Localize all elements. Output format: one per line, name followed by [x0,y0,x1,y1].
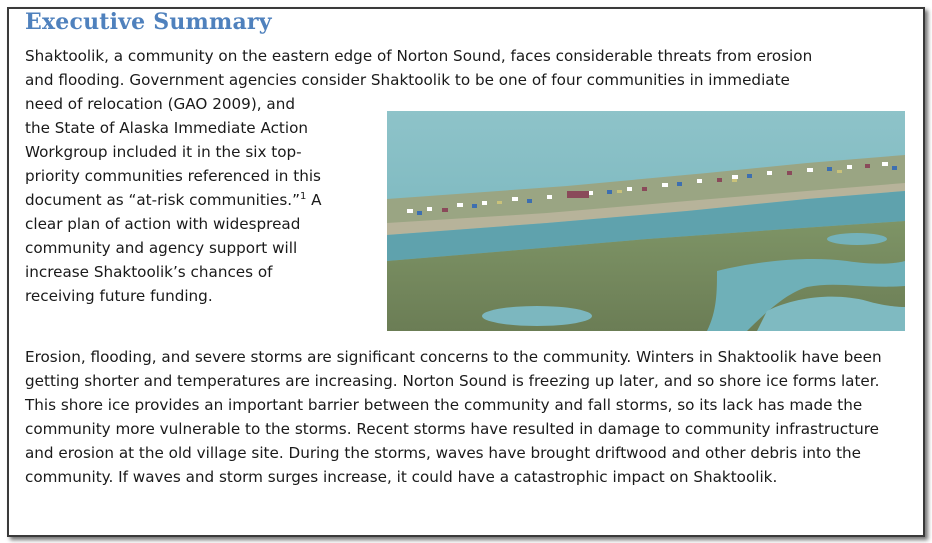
wrap-line: community and agency support will [25,239,298,257]
intro-paragraph [25,44,905,92]
wrap-line: Workgroup included it in the six top- [25,143,302,161]
intro-line-2: and flooding. Government agencies consider Shaktoolik to be one of four communities in immediate [25,71,790,89]
wrap-line-trail: A [306,191,322,209]
aerial-photo-shaktoolik [387,111,905,331]
wrap-line: priority communities referenced in this [25,167,321,185]
wrap-line: increase Shaktoolik’s chances of [25,263,273,281]
wrap-line: need of relocation (GAO 2009), and [25,95,295,113]
intro-line-1: Shaktoolik, a community on the eastern edge of Norton Sound, faces considerable threats from erosion [25,47,813,65]
concerns-paragraph: Erosion, flooding, and severe storms are significant concerns to the community. Winters in Shaktoolik have been getting shorter and temperatures are increasing. Norton Sound is freezing up later, and so shore ice forms later. This shore ice provides an important barrier between the community and fall storms, so its lack has made the community more vulnerable to the storms. Recent storms have resulted in damage to community infrastructure and erosion at the old village site. During the storms, waves have brought driftwood and other debris into the community. If waves and storm surges increase, it could have a catastrophic impact on Shaktoolik. [25,348,882,486]
footnote-marker[interactable]: 1 [299,190,307,202]
wrap-line: the State of Alaska Immediate Action [25,119,309,137]
wrapped-paragraph [25,92,385,308]
wrap-line: clear plan of action with widespread [25,215,301,233]
section-title: Executive Summary [25,9,272,35]
wrap-line: receiving future funding. [25,287,213,305]
wrap-line: document as “at-risk communities.” [25,191,300,209]
